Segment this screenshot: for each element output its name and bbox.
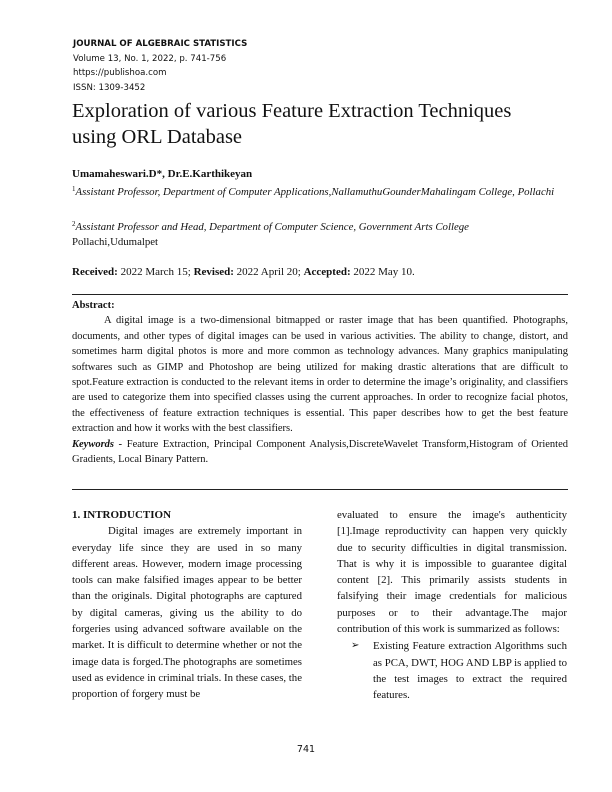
introduction-paragraph-right: evaluated to ensure the image's authenticity [1].Image reproductivity can happen very quickly due to security difficulties in digital transmission. That is why it is impossible to guarantee digital content [2]. This primarily assists students in falsifying their image credentials for malicious purposes or to their advantage.The major contribution of this work is summarized as follows: (337, 509, 567, 636)
accepted-label: Accepted: (303, 266, 351, 278)
author-list: Umamaheswari.D*, Dr.E.Karthikeyan (72, 168, 253, 180)
abstract-section (72, 298, 568, 467)
keywords-list: Feature Extraction, Principal Component Analysis,DiscreteWavelet Transform,Histogram of Oriented Gradients, Local Binary Pattern. (72, 438, 568, 466)
right-column (337, 507, 567, 704)
contribution-text: Existing Feature extraction Algorithms such as PCA, DWT, HOG AND LBP is applied to the test images to extract the required features. (373, 640, 567, 702)
affiliation-1-text: Assistant Professor, Department of Computer Applications,NallamuthuGounderMahalingam College, Pollachi (75, 186, 555, 198)
contribution-list-item (351, 638, 567, 703)
left-column (72, 507, 302, 703)
affiliation-2-location: Pollachi,Udumalpet (72, 235, 159, 248)
affiliation-2-text: Assistant Professor and Head, Department of Computer Science, Government Arts College (75, 221, 469, 233)
received-date: 2022 March 15; (117, 266, 194, 278)
affiliation-2 (72, 217, 568, 249)
revised-date: 2022 April 20; (233, 266, 304, 278)
journal-issn: ISSN: 1309-3452 (73, 82, 146, 93)
keywords (72, 437, 568, 468)
arrow-bullet-icon: ➢ (351, 640, 360, 652)
affiliation-1-marker: 1 (72, 185, 76, 193)
journal-url[interactable]: https://publishoa.com (73, 68, 167, 79)
abstract-body: A digital image is a two-dimensional bitmapped or raster image that has been quantified. Photographs, documents, and other types of digital images can be used in various activities. The ability to change, distort, and sometimes harm digital photos is more and more common as technology advances. Many graphics manipulating softwares such as GIMP and Photoshop are being utilized for making drastic alterations that are difficult to spot.Feature extraction is conducted to the relevant items in order to determine the image’s originality, and classifiers are used to categorize them into specified classes using the current approaches. In order to recognize facial photos, the effectiveness of feature extraction techniques is essential. This paper describes how to get the best feature extraction and how it works with the best classifiers. (72, 315, 568, 435)
page-number: 741 (296, 744, 316, 755)
revised-label: Revised: (193, 266, 234, 278)
journal-header (73, 37, 247, 95)
abstract-heading: Abstract: (72, 300, 115, 311)
affiliation-2-marker: 2 (72, 220, 76, 228)
abstract-top-divider (72, 294, 568, 295)
introduction-heading: 1. INTRODUCTION (72, 509, 172, 521)
paper-title: Exploration of various Feature Extraction Techniques using ORL Database (72, 100, 512, 148)
journal-name: JOURNAL OF ALGEBRAIC STATISTICS (73, 39, 248, 49)
journal-volume: Volume 13, No. 1, 2022, p. 741-756 (73, 53, 227, 64)
keywords-label: Keywords - (72, 438, 123, 450)
introduction-paragraph-left: Digital images are extremely important in everyday life since they are used in so many different areas. However, modern image processing tools can make falsified images appear to be better than the originals. Digital photographs are captured by digital cameras, giving us the ability to do forgeries using advanced software available on the market. It is difficult to determine whether or not the image data is forged.The photographs are sometimes used as evidence in criminal trials. In these cases, the proportion of forgery must be (72, 525, 302, 701)
publication-dates (72, 265, 415, 279)
accepted-date: 2022 May 10. (350, 266, 415, 278)
received-label: Received: (72, 266, 118, 278)
abstract-bottom-divider (72, 489, 568, 490)
affiliation-1 (72, 182, 568, 200)
